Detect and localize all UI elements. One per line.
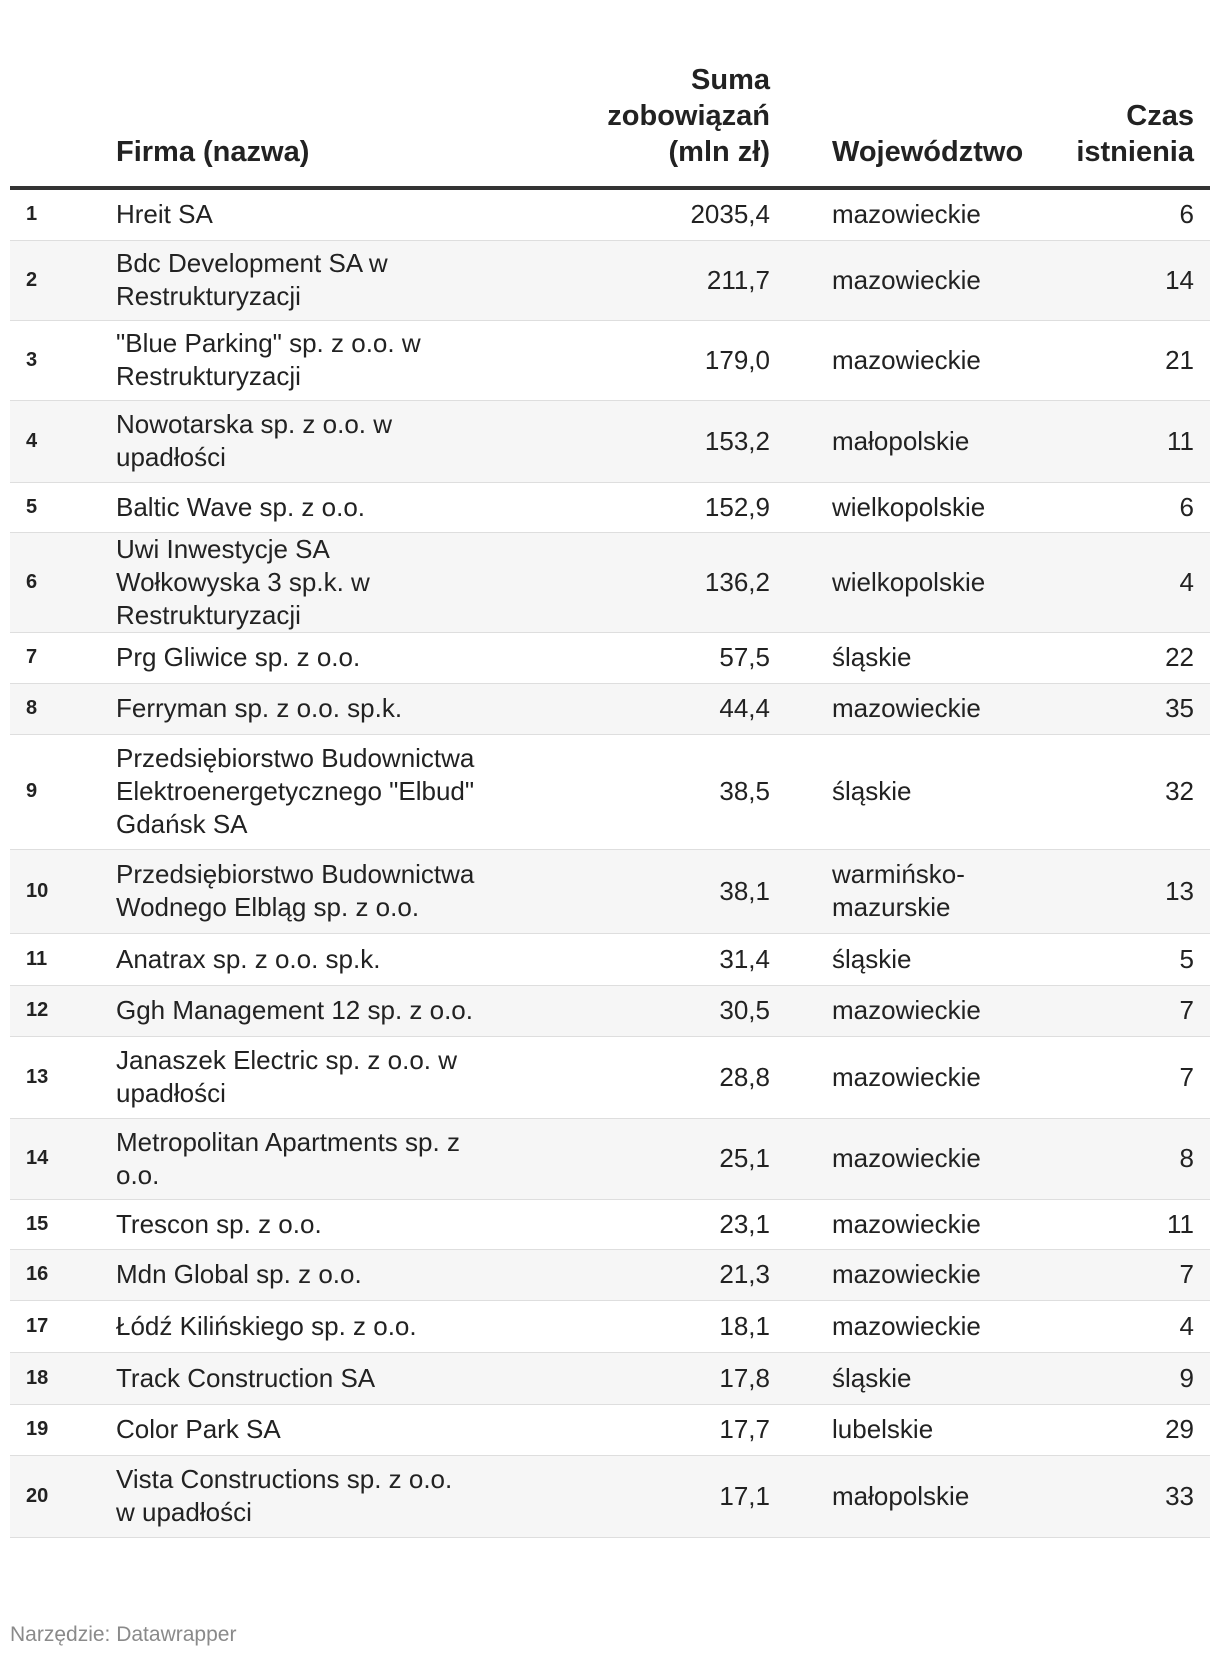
table-row bbox=[10, 985, 1210, 1036]
table-row bbox=[10, 320, 1210, 400]
header-rank bbox=[10, 0, 116, 188]
cell-rank: 19 bbox=[10, 1404, 116, 1455]
cell-woj: małopolskie bbox=[770, 400, 1060, 482]
cell-firm: Przedsiębiorstwo Budownictwa Wodnego Elbląg sp. z o.o. bbox=[116, 849, 496, 933]
cell-woj: mazowieckie bbox=[770, 1300, 1060, 1352]
cell-czas: 7 bbox=[1060, 985, 1210, 1036]
cell-firm: Łódź Kilińskiego sp. z o.o. bbox=[116, 1300, 496, 1352]
cell-czas: 32 bbox=[1060, 734, 1210, 849]
cell-sum: 38,5 bbox=[496, 734, 770, 849]
cell-woj: mazowieckie bbox=[770, 1249, 1060, 1300]
table-row bbox=[10, 1199, 1210, 1249]
cell-firm: Prg Gliwice sp. z o.o. bbox=[116, 632, 496, 683]
cell-czas: 14 bbox=[1060, 240, 1210, 320]
cell-rank: 10 bbox=[10, 849, 116, 933]
cell-czas: 11 bbox=[1060, 1199, 1210, 1249]
cell-czas: 7 bbox=[1060, 1249, 1210, 1300]
cell-rank: 3 bbox=[10, 320, 116, 400]
cell-sum: 28,8 bbox=[496, 1036, 770, 1118]
table-body bbox=[10, 188, 1210, 1537]
table-row bbox=[10, 532, 1210, 632]
cell-rank: 8 bbox=[10, 683, 116, 734]
cell-czas: 33 bbox=[1060, 1455, 1210, 1537]
cell-woj: mazowieckie bbox=[770, 1199, 1060, 1249]
cell-rank: 9 bbox=[10, 734, 116, 849]
cell-sum: 21,3 bbox=[496, 1249, 770, 1300]
cell-czas: 8 bbox=[1060, 1118, 1210, 1199]
table-row bbox=[10, 734, 1210, 849]
cell-sum: 179,0 bbox=[496, 320, 770, 400]
cell-firm: Ggh Management 12 sp. z o.o. bbox=[116, 985, 496, 1036]
cell-rank: 17 bbox=[10, 1300, 116, 1352]
header-sum[interactable] bbox=[496, 0, 770, 188]
cell-rank: 13 bbox=[10, 1036, 116, 1118]
cell-rank: 14 bbox=[10, 1118, 116, 1199]
cell-firm: Bdc Development SA w Restrukturyzacji bbox=[116, 240, 496, 320]
table-container bbox=[10, 0, 1210, 1538]
table-row bbox=[10, 1036, 1210, 1118]
header-row bbox=[10, 0, 1210, 188]
table-row bbox=[10, 188, 1210, 240]
cell-czas: 5 bbox=[1060, 933, 1210, 985]
cell-sum: 57,5 bbox=[496, 632, 770, 683]
cell-rank: 15 bbox=[10, 1199, 116, 1249]
cell-czas: 22 bbox=[1060, 632, 1210, 683]
cell-rank: 2 bbox=[10, 240, 116, 320]
cell-czas: 7 bbox=[1060, 1036, 1210, 1118]
cell-woj: mazowieckie bbox=[770, 320, 1060, 400]
cell-firm: Mdn Global sp. z o.o. bbox=[116, 1249, 496, 1300]
cell-rank: 20 bbox=[10, 1455, 116, 1537]
cell-woj: mazowieckie bbox=[770, 1118, 1060, 1199]
cell-sum: 23,1 bbox=[496, 1199, 770, 1249]
cell-woj: mazowieckie bbox=[770, 1036, 1060, 1118]
table-row bbox=[10, 632, 1210, 683]
cell-czas: 6 bbox=[1060, 482, 1210, 532]
cell-sum: 211,7 bbox=[496, 240, 770, 320]
cell-firm: Anatrax sp. z o.o. sp.k. bbox=[116, 933, 496, 985]
cell-firm: Hreit SA bbox=[116, 188, 496, 240]
table-row bbox=[10, 482, 1210, 532]
cell-woj: mazowieckie bbox=[770, 683, 1060, 734]
header-sum-line-2: zobowiązań bbox=[607, 100, 770, 132]
table-row bbox=[10, 1300, 1210, 1352]
companies-table bbox=[10, 0, 1210, 1538]
cell-czas: 13 bbox=[1060, 849, 1210, 933]
cell-rank: 5 bbox=[10, 482, 116, 532]
cell-czas: 11 bbox=[1060, 400, 1210, 482]
cell-woj: śląskie bbox=[770, 1352, 1060, 1404]
header-czas-line-2: istnienia bbox=[1076, 136, 1194, 168]
cell-sum: 44,4 bbox=[496, 683, 770, 734]
cell-woj: warmińsko-mazurskie bbox=[770, 849, 1060, 933]
cell-woj: wielkopolskie bbox=[770, 532, 1060, 632]
table-row bbox=[10, 1118, 1210, 1199]
header-woj[interactable]: Województwo bbox=[770, 0, 1060, 188]
cell-czas: 9 bbox=[1060, 1352, 1210, 1404]
table-row bbox=[10, 1352, 1210, 1404]
cell-firm: Ferryman sp. z o.o. sp.k. bbox=[116, 683, 496, 734]
table-row bbox=[10, 849, 1210, 933]
header-czas-line-1: Czas bbox=[1126, 100, 1194, 132]
cell-woj: lubelskie bbox=[770, 1404, 1060, 1455]
cell-sum: 152,9 bbox=[496, 482, 770, 532]
cell-woj: śląskie bbox=[770, 933, 1060, 985]
cell-firm: Metropolitan Apartments sp. z o.o. bbox=[116, 1118, 496, 1199]
cell-rank: 12 bbox=[10, 985, 116, 1036]
cell-firm: Przedsiębiorstwo Budownictwa Elektroenergetycznego "Elbud" Gdańsk SA bbox=[116, 734, 496, 849]
cell-czas: 6 bbox=[1060, 188, 1210, 240]
cell-firm: Baltic Wave sp. z o.o. bbox=[116, 482, 496, 532]
cell-firm: Uwi Inwestycje SA Wołkowyska 3 sp.k. w Restrukturyzacji bbox=[116, 532, 496, 632]
cell-czas: 29 bbox=[1060, 1404, 1210, 1455]
table-row bbox=[10, 1455, 1210, 1537]
cell-sum: 31,4 bbox=[496, 933, 770, 985]
header-firm[interactable]: Firma (nazwa) bbox=[116, 0, 496, 188]
table-row bbox=[10, 1249, 1210, 1300]
cell-czas: 4 bbox=[1060, 1300, 1210, 1352]
header-sum-line-3: (mln zł) bbox=[668, 136, 770, 168]
table-row bbox=[10, 933, 1210, 985]
cell-sum: 17,1 bbox=[496, 1455, 770, 1537]
cell-czas: 4 bbox=[1060, 532, 1210, 632]
cell-firm: "Blue Parking" sp. z o.o. w Restrukturyzacji bbox=[116, 320, 496, 400]
cell-firm: Trescon sp. z o.o. bbox=[116, 1199, 496, 1249]
cell-rank: 1 bbox=[10, 188, 116, 240]
cell-woj: śląskie bbox=[770, 734, 1060, 849]
cell-firm: Track Construction SA bbox=[116, 1352, 496, 1404]
cell-rank: 7 bbox=[10, 632, 116, 683]
cell-rank: 16 bbox=[10, 1249, 116, 1300]
cell-firm: Vista Constructions sp. z o.o. w upadłości bbox=[116, 1455, 496, 1537]
table-row bbox=[10, 683, 1210, 734]
table-row bbox=[10, 240, 1210, 320]
cell-sum: 17,7 bbox=[496, 1404, 770, 1455]
cell-woj: mazowieckie bbox=[770, 240, 1060, 320]
cell-rank: 4 bbox=[10, 400, 116, 482]
cell-firm: Janaszek Electric sp. z o.o. w upadłości bbox=[116, 1036, 496, 1118]
table-row bbox=[10, 1404, 1210, 1455]
cell-sum: 2035,4 bbox=[496, 188, 770, 240]
footer-credit: Narzędzie: Datawrapper bbox=[10, 1623, 237, 1646]
cell-woj: mazowieckie bbox=[770, 985, 1060, 1036]
cell-woj: śląskie bbox=[770, 632, 1060, 683]
cell-firm: Color Park SA bbox=[116, 1404, 496, 1455]
cell-sum: 25,1 bbox=[496, 1118, 770, 1199]
cell-sum: 153,2 bbox=[496, 400, 770, 482]
cell-firm: Nowotarska sp. z o.o. w upadłości bbox=[116, 400, 496, 482]
cell-woj: wielkopolskie bbox=[770, 482, 1060, 532]
cell-rank: 11 bbox=[10, 933, 116, 985]
cell-woj: mazowieckie bbox=[770, 188, 1060, 240]
header-sum-line-1: Suma bbox=[691, 64, 770, 96]
cell-rank: 18 bbox=[10, 1352, 116, 1404]
cell-woj: małopolskie bbox=[770, 1455, 1060, 1537]
table-row bbox=[10, 400, 1210, 482]
cell-czas: 21 bbox=[1060, 320, 1210, 400]
cell-rank: 6 bbox=[10, 532, 116, 632]
header-czas[interactable] bbox=[1060, 0, 1210, 188]
cell-sum: 18,1 bbox=[496, 1300, 770, 1352]
cell-sum: 136,2 bbox=[496, 532, 770, 632]
cell-sum: 17,8 bbox=[496, 1352, 770, 1404]
cell-czas: 35 bbox=[1060, 683, 1210, 734]
cell-sum: 38,1 bbox=[496, 849, 770, 933]
cell-sum: 30,5 bbox=[496, 985, 770, 1036]
